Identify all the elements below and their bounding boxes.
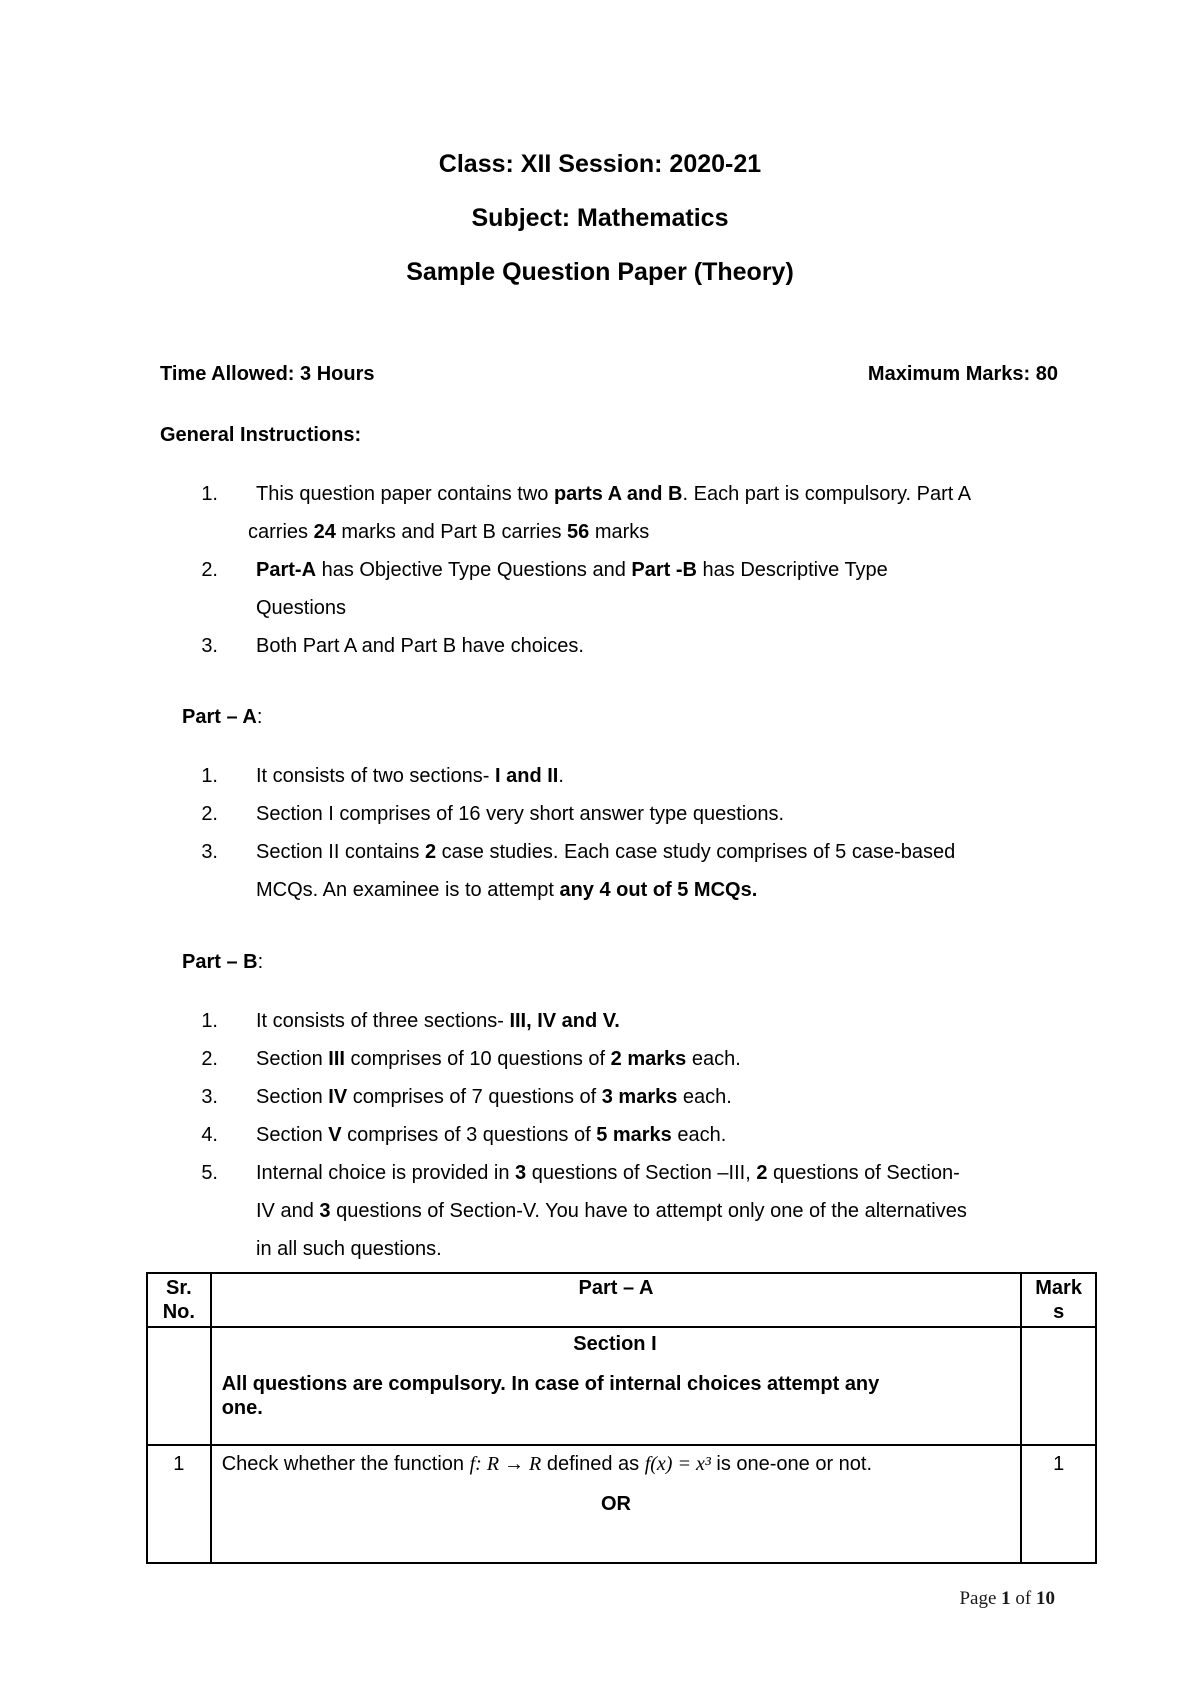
math-expression: f: R → R [469, 1453, 542, 1475]
section-note: All questions are compulsory. In case of internal choices attempt any one. [221, 1373, 880, 1419]
list-number: 2. [201, 1048, 218, 1070]
part-b-instruction-5-cont2: in all such questions. [256, 1238, 442, 1260]
list-number: 2. [201, 803, 218, 825]
section-title: Section I [573, 1333, 657, 1355]
list-number: 2. [201, 559, 218, 581]
class-session-title: Class: XII Session: 2020-21 [438, 150, 762, 178]
question-number: 1 [147, 1445, 211, 1563]
list-number: 1. [201, 1010, 218, 1032]
general-instructions-heading: General Instructions: [160, 424, 362, 446]
table-header-row [147, 1273, 1096, 1327]
list-number: 3. [201, 841, 218, 863]
paper-title: Sample Question Paper (Theory) [406, 258, 794, 286]
instruction-text: Part-A has Objective Type Questions and Part -B has Descriptive Type [256, 559, 888, 581]
instruction-text: It consists of two sections- I and II. [256, 765, 564, 787]
list-number: 1. [201, 765, 218, 787]
col-header-part-a: Part – A [211, 1273, 1022, 1327]
question-marks: 1 [1021, 1445, 1096, 1563]
maximum-marks: Maximum Marks: 80 [867, 363, 1058, 385]
subject-title: Subject: Mathematics [471, 204, 729, 232]
empty-cell [1021, 1327, 1096, 1445]
col-header-sr-no: Sr. No. [147, 1273, 211, 1327]
general-instruction-1-cont: carries 24 marks and Part B carries 56 marks [248, 521, 650, 543]
question-text: Check whether the function f: R → R defined as f(x) = x³ is one-one or not. OR [211, 1445, 1022, 1563]
or-label: OR [600, 1493, 631, 1515]
part-a-instruction-3-cont: MCQs. An examinee is to attempt any 4 out of 5 MCQs. [256, 879, 758, 901]
instruction-text: Section I comprises of 16 very short answer type questions. [256, 803, 785, 825]
instruction-text: It consists of three sections- III, IV and V. [256, 1010, 620, 1032]
list-number: 3. [201, 1086, 218, 1108]
general-instruction-2-cont: Questions [256, 597, 347, 619]
part-b-instruction-5-cont: IV and 3 questions of Section-V. You have to attempt only one of the alternatives [256, 1200, 967, 1222]
question-table [146, 1272, 1097, 1564]
list-number: 1. [201, 483, 218, 505]
instruction-text: Both Part A and Part B have choices. [256, 635, 584, 657]
section-cell [211, 1327, 1022, 1445]
time-allowed: Time Allowed: 3 Hours [160, 363, 375, 385]
list-number: 4. [201, 1124, 218, 1146]
math-expression: f(x) = x³ [644, 1453, 711, 1475]
instruction-text: This question paper contains two parts A and B. Each part is compulsory. Part A [256, 483, 972, 505]
instruction-text: Section IV comprises of 7 questions of 3 marks each. [256, 1086, 732, 1108]
section-row [147, 1327, 1096, 1445]
part-b-heading: Part – B: [182, 951, 264, 973]
page-number: Page 1 of 10 [959, 1588, 1055, 1609]
col-header-marks: Mark s [1021, 1273, 1096, 1327]
table-row [147, 1445, 1096, 1563]
part-a-heading: Part – A: [182, 706, 263, 728]
instruction-text: Section II contains 2 case studies. Each case study comprises of 5 case-based [256, 841, 956, 863]
empty-cell [147, 1327, 211, 1445]
list-number: 5. [201, 1162, 218, 1184]
instruction-text: Section V comprises of 3 questions of 5 marks each. [256, 1124, 727, 1146]
instruction-text: Section III comprises of 10 questions of 2 marks each. [256, 1048, 741, 1070]
list-number: 3. [201, 635, 218, 657]
instruction-text: Internal choice is provided in 3 questions of Section –III, 2 questions of Section- [256, 1162, 960, 1184]
